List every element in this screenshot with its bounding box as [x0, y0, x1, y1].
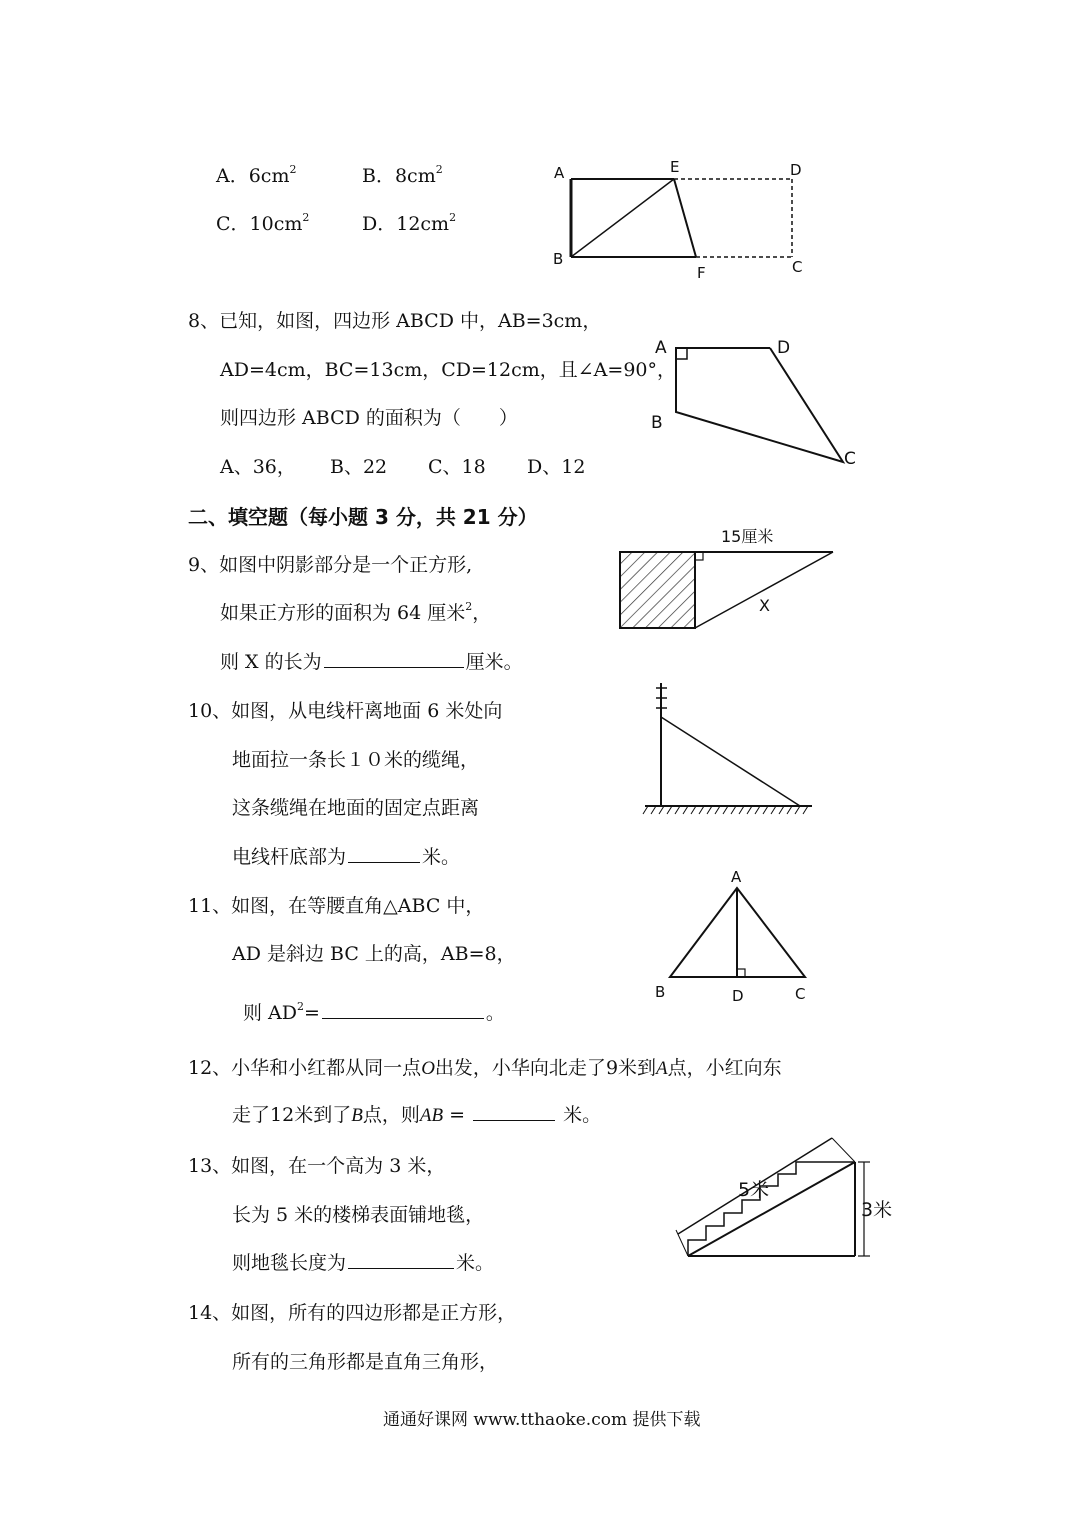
q7-label-a: A [554, 164, 565, 182]
q7-label-d: D [790, 161, 802, 179]
q10-line4: 电线杆底部为 米。 [232, 846, 461, 868]
q7-option-d: D．$12cm^2$ [362, 211, 457, 235]
q11-line2: AD 是斜边 BC 上的高，AB=8， [232, 943, 516, 965]
q8-label-c: C [844, 449, 856, 469]
q10-line1: 10、如图，从电线杆离地面 6 米处向 [188, 700, 503, 722]
q7-option-c: C．$10cm^2$ [216, 211, 310, 235]
q11-line3: 则 $AD^2=$ 。 [243, 1000, 505, 1024]
q12-line2: 走了12米到了B点，则AB = 米。 [232, 1104, 602, 1126]
q11-label-b: B [655, 983, 666, 1001]
section-title: 二、填空题（每小题 3 分，共 21 分） [188, 505, 538, 529]
q13-line3: 则地毯长度为 米。 [232, 1252, 495, 1274]
q9-label-x: X [759, 596, 770, 615]
q9-line3: 则 X 的长为 厘米。 [220, 651, 523, 673]
q8-option-a: A、36， [220, 456, 296, 478]
q11-label-c: C [795, 985, 806, 1003]
q8-label-a: A [655, 338, 667, 358]
q8-option-b: B、22 [330, 456, 388, 478]
q12-line1: 12、小华和小红都从同一点O出发，小华向北走了9米到A点，小红向东 [188, 1057, 782, 1079]
q8-option-c: C、18 [428, 456, 486, 478]
q8-line1: 8、已知，如图，四边形 ABCD 中，AB=3cm， [188, 310, 602, 332]
q11-label-a: A [731, 868, 742, 886]
q7-label-b: B [553, 250, 564, 268]
q10-line2: 地面拉一条长１０米的缆绳， [232, 749, 480, 771]
q9-line2: 如果正方形的面积为 64 厘米$^2$， [220, 600, 492, 624]
q14-line1: 14、如图，所有的四边形都是正方形， [188, 1302, 517, 1324]
q7-option-b: B．$8cm^2$ [362, 163, 443, 187]
q13-label-length: 5米 [738, 1179, 770, 1201]
q8-line2: AD=4cm，BC=13cm，CD=12cm，且∠A=90°， [220, 359, 676, 381]
q8-label-d: D [777, 338, 791, 358]
q8-option-d: D、12 [527, 456, 586, 478]
page-footer: 通通好课网 www.tthaoke.com 提供下载 [383, 1410, 701, 1430]
q13-line1: 13、如图，在一个高为 3 米， [188, 1155, 446, 1177]
q13-label-height: 3米 [861, 1199, 893, 1221]
q7-label-f: F [697, 264, 706, 282]
q7-label-e: E [670, 158, 680, 176]
q9-label-top: 15厘米 [721, 527, 774, 546]
q9-line1: 9、如图中阴影部分是一个正方形, [188, 554, 473, 576]
q10-line3: 这条缆绳在地面的固定点距离 [232, 797, 480, 819]
q13-line2: 长为 5 米的楼梯表面铺地毯， [232, 1204, 485, 1226]
q14-line2: 所有的三角形都是直角三角形， [232, 1351, 499, 1373]
q11-label-d: D [732, 987, 744, 1005]
q8-label-b: B [651, 413, 663, 433]
q11-line1: 11、如图，在等腰直角△ABC 中， [188, 895, 485, 917]
q7-option-a: A．$6cm^2$ [216, 163, 297, 187]
q8-line3: 则四边形 ABCD 的面积为（ ） [220, 407, 518, 429]
q7-label-c: C [792, 258, 803, 276]
